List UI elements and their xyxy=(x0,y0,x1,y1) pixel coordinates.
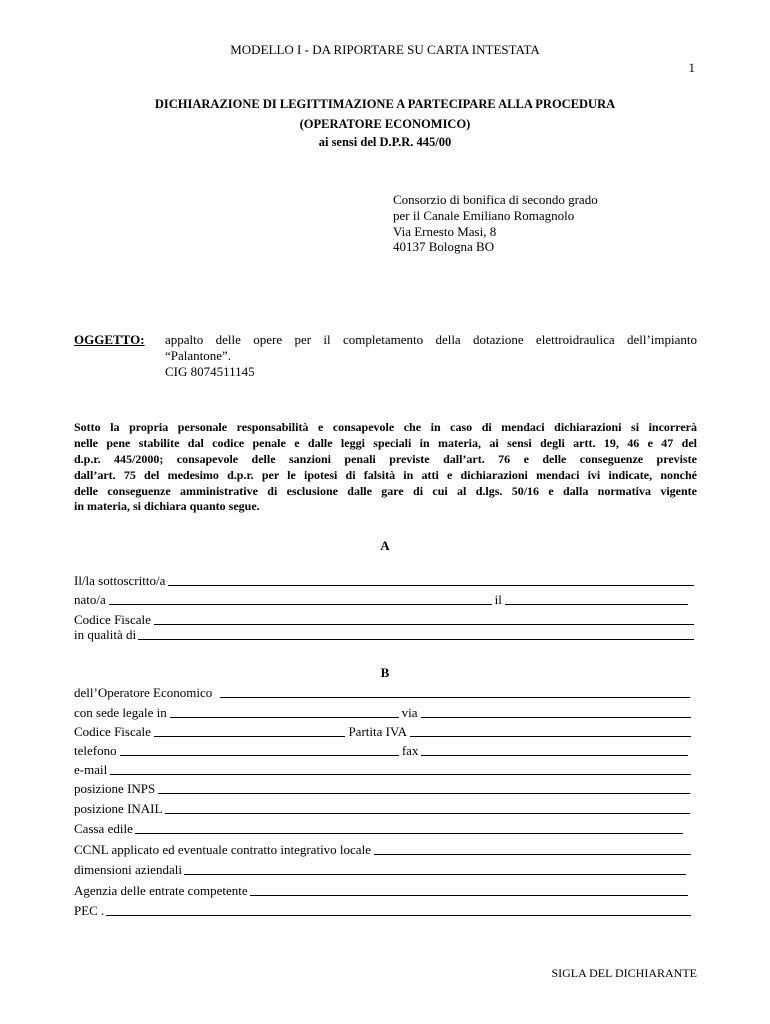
blank-line[interactable] xyxy=(505,603,688,605)
blank-line[interactable] xyxy=(165,812,690,814)
declaration-line1: Sotto la propria personale responsabilità e consapevole che in caso di mendaci dichiarazioni si incorrerà xyxy=(74,420,697,434)
section-b-heading: B xyxy=(380,665,390,680)
blank-line[interactable] xyxy=(250,894,688,896)
blank-line[interactable] xyxy=(158,792,690,794)
field-nato[interactable] xyxy=(74,590,691,608)
label-agenzia: Agenzia delle entrate competente xyxy=(74,883,248,898)
page-number: 1 xyxy=(688,60,695,75)
field-dimensioni[interactable] xyxy=(74,860,689,878)
subject-cig: CIG 8074511145 xyxy=(165,364,255,379)
field-ccnl[interactable] xyxy=(74,840,694,858)
blank-line[interactable] xyxy=(220,696,690,698)
subject-line2: “Palantone”. xyxy=(165,348,232,363)
field-sottoscritto[interactable] xyxy=(74,571,697,589)
label-operatore: dell’Operatore Economico xyxy=(74,685,213,700)
signature-initials-label: SIGLA DEL DICHIARANTE xyxy=(551,966,697,980)
label-pec: PEC . xyxy=(74,903,105,918)
recipient-line2: per il Canale Emiliano Romagnolo xyxy=(393,208,575,223)
label-inps: posizione INPS xyxy=(74,781,156,796)
label-inail: posizione INAIL xyxy=(74,801,163,816)
blank-line[interactable] xyxy=(184,873,686,875)
label-dimensioni: dimensioni aziendali xyxy=(74,862,182,877)
blank-line[interactable] xyxy=(135,832,683,834)
blank-line[interactable] xyxy=(170,716,399,718)
label-cassa-edile: Cassa edile xyxy=(74,821,133,836)
field-cassa-edile[interactable] xyxy=(74,819,686,837)
field-inps[interactable] xyxy=(74,779,693,797)
label-sottoscritto: Il/la sottoscritto/a xyxy=(74,573,166,588)
field-telefono-fax[interactable] xyxy=(74,741,691,759)
field-agenzia[interactable] xyxy=(74,881,691,899)
declaration-line6: in materia, si dichiara quanto segue. xyxy=(74,499,260,513)
field-email[interactable] xyxy=(74,760,694,778)
recipient-line1: Consorzio di bonifica di secondo grado xyxy=(393,192,598,207)
subject-label: OGGETTO: xyxy=(74,332,145,347)
blank-line[interactable] xyxy=(138,638,694,640)
label-il: il xyxy=(494,592,502,607)
label-telefono: telefono xyxy=(74,743,117,758)
label-codice-fiscale: Codice Fiscale xyxy=(74,724,151,739)
label-ccnl: CCNL applicato ed eventuale contratto integrativo locale xyxy=(74,842,371,857)
label-qualita: in qualità di xyxy=(74,627,137,642)
document-title-line2: (OPERATORE ECONOMICO) xyxy=(299,117,471,131)
blank-line[interactable] xyxy=(374,853,691,855)
label-email: e-mail xyxy=(74,762,108,777)
letterhead-note: MODELLO I - DA RIPORTARE SU CARTA INTESTATA xyxy=(230,42,540,57)
field-qualita[interactable] xyxy=(74,625,697,643)
declaration-line4: dall’art. 75 del medesimo d.p.r. per le ipotesi di falsità in atti e dichiarazioni mendaci ivi indicate, nonché xyxy=(74,468,697,482)
blank-line[interactable] xyxy=(168,584,694,586)
field-pec[interactable] xyxy=(74,901,694,919)
label-fax: fax xyxy=(401,743,419,758)
document-title-line3: ai sensi del D.P.R. 445/00 xyxy=(318,135,452,149)
label-sede: con sede legale in xyxy=(74,705,167,720)
declaration-line2: nelle pene stabilite dal codice penale e dalle leggi speciali in materia, ai sensi degli artt. 19, 46 e 47 del xyxy=(74,436,697,450)
blank-line[interactable] xyxy=(110,773,691,775)
blank-line[interactable] xyxy=(154,735,346,737)
section-a-heading: A xyxy=(380,538,390,553)
blank-line[interactable] xyxy=(410,735,691,737)
blank-line[interactable] xyxy=(120,754,399,756)
label-codice-fiscale: Codice Fiscale xyxy=(74,612,151,627)
field-inail[interactable] xyxy=(74,799,693,817)
label-nato: nato/a xyxy=(74,592,106,607)
blank-line[interactable] xyxy=(106,914,691,916)
subject-line1: appalto delle opere per il completamento della dotazione elettroidraulica dell’impianto xyxy=(165,332,697,347)
field-operatore[interactable] xyxy=(74,683,693,701)
declaration-line3: d.p.r. 445/2000; consapevole delle sanzioni penali previste dall’art. 76 e delle conseguenze previste xyxy=(74,452,697,466)
label-via: via xyxy=(401,705,418,720)
field-cf-piva[interactable] xyxy=(74,722,694,740)
field-sede-via[interactable] xyxy=(74,703,694,721)
blank-line[interactable] xyxy=(421,754,688,756)
blank-line[interactable] xyxy=(421,716,691,718)
blank-line[interactable] xyxy=(109,603,492,605)
recipient-line3: Via Ernesto Masi, 8 xyxy=(393,224,497,239)
declaration-line5: delle conseguenze amministrative di esclusione dalle gare di cui al d.lgs. 50/16 e dalla normativa vigente xyxy=(74,484,697,498)
recipient-line4: 40137 Bologna BO xyxy=(393,239,495,254)
document-title-line1: DICHIARAZIONE DI LEGITTIMAZIONE A PARTECIPARE ALLA PROCEDURA xyxy=(154,97,616,111)
label-partita-iva: Partita IVA xyxy=(348,724,408,739)
